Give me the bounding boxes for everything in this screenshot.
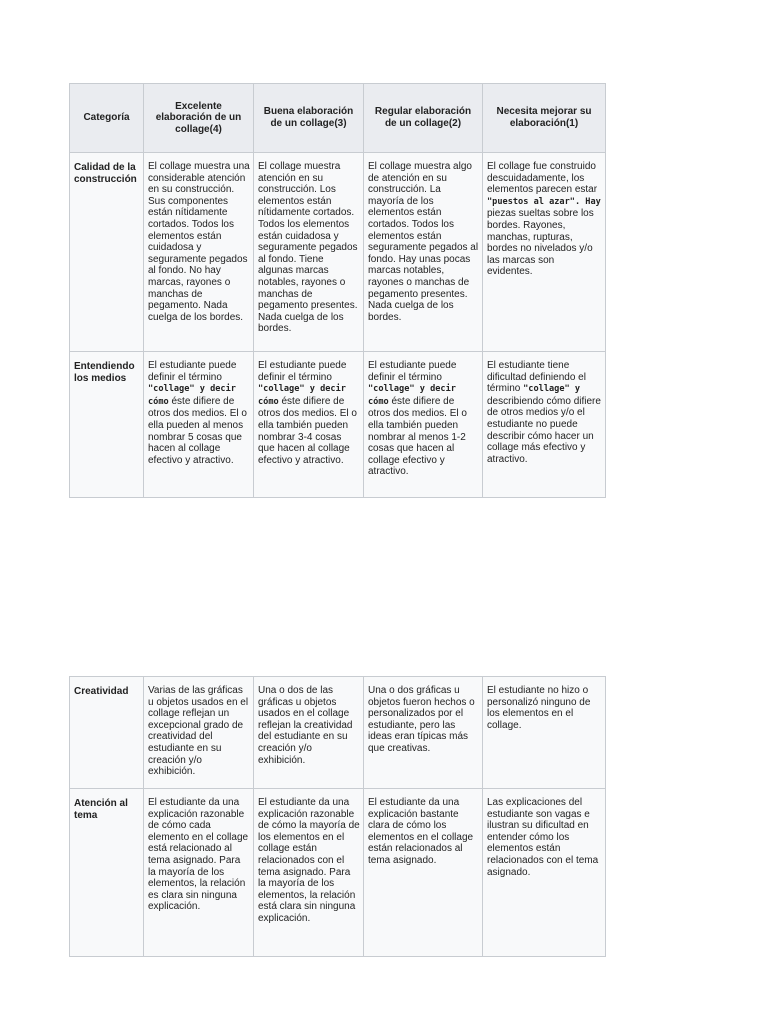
cell-excelente: El estudiante da una explicación razonable de cómo cada elemento en el collage está relacionado al tema asignado. Para la mayoría de los elementos, la relación es clara sin ninguna explicación. [144,789,254,957]
cell-text-mono: "puestos al azar". Hay [487,196,601,207]
cell-regular: El estudiante da una explicación bastante clara de cómo los elementos en el collage están relacionados al tema asignado. [364,789,483,957]
cell-regular: Una o dos gráficas u objetos fueron hechos o personalizados por el estudiante, pero las ideas eran típicas más que creativas. [364,677,483,789]
cell-text: El estudiante puede definir el término [368,360,457,383]
cell-text-mono: "collage" y [523,384,581,395]
table-row [70,352,606,498]
cell-text: éste difiere de otros dos medios. El o ella también pueden nombrar 3-4 cosas que hacen al collage efectivo y atractivo. [258,395,357,466]
cell-necesita: El estudiante no hizo o personalizó ninguno de los elementos en el collage. [483,677,606,789]
cell-regular: El collage muestra algo de atención en su construcción. La mayoría de los elementos están cortados. Todos los elementos están seguramente pegados al fondo. Hay unas pocas marcas notables, rayones o manchas de pegamento presentes. Nada cuelga de los bordes. [364,153,483,352]
cell-text: éste difiere de otros dos medios. El o ella pueden al menos nombrar 5 cosas que hacen al collage efectivo y atractivo. [148,395,247,466]
table-row [70,789,606,957]
cell-regular [364,352,483,498]
cell-buena [254,352,364,498]
header-row [70,84,606,153]
cell-text-mono: "collage" y decir cómo [258,384,346,407]
header-buena: Buena elaboración de un collage(3) [254,84,364,153]
cell-text: El estudiante puede definir el término [258,360,347,383]
header-regular: Regular elaboración de un collage(2) [364,84,483,153]
row-category: Atención al tema [70,789,144,957]
row-category: Entendiendo los medios [70,352,144,498]
cell-text: éste difiere de otros dos medios. El o ella también pueden nombrar al menos 1-2 cosas que hacen al collage efectivo y atractivo. [368,395,467,478]
header-excelente: Excelente elaboración de un collage(4) [144,84,254,153]
cell-buena: Una o dos de las gráficas u objetos usados en el collage reflejan la creatividad del estudiante en su creación y/o exhibición. [254,677,364,789]
cell-text: El collage fue construido descuidadamente, los elementos parecen estar [487,161,598,196]
cell-text: El estudiante tiene dificultad definiendo el término [487,360,586,395]
rubric-table-top [69,83,606,498]
cell-text-mono: "collage" y decir cómo [148,384,236,407]
cell-text-mono: "collage" y decir cómo [368,384,456,407]
row-category: Calidad de la construcción [70,153,144,352]
cell-text: piezas sueltas sobre los bordes. Rayones, manchas, rupturas, bordes no nivelados y/o las marcas son evidentes. [487,208,594,278]
table-row [70,677,606,789]
cell-excelente: El collage muestra una considerable atención en su construcción. Sus componentes están nítidamente cortados. Todos los elementos están cuidadosa y seguramente pegados al fondo. No hay marcas, rayones o manchas de pegamento. Nada cuelga de los bordes. [144,153,254,352]
cell-text: describiendo cómo difiere de otros medios y/o el estudiante no puede describir cómo hacer un collage más efectivo y atractivo. [487,395,601,465]
cell-excelente: Varias de las gráficas u objetos usados en el collage reflejan un excepcional grado de creatividad del estudiante en su creación y/o exhibición. [144,677,254,789]
cell-excelente [144,352,254,498]
cell-buena: El estudiante da una explicación razonable de cómo la mayoría de los elementos en el collage están relacionados con el tema asignado. Para la mayoría de los elementos, la relación está clara sin ninguna explicación. [254,789,364,957]
cell-necesita: Las explicaciones del estudiante son vagas e ilustran su dificultad en entender cómo los elementos están relacionados con el tema asignado. [483,789,606,957]
cell-text: El estudiante puede definir el término [148,360,237,383]
header-necesita: Necesita mejorar su elaboración(1) [483,84,606,153]
header-categoria: Categoría [70,84,144,153]
cell-necesita [483,352,606,498]
cell-buena: El collage muestra atención en su construcción. Los elementos están nítidamente cortados. Todos los elementos están cuidadosa y seguramente pegados al fondo. Tiene algunas marcas notables, rayones o manchas de pegamento presentes. Nada cuelga de los bordes. [254,153,364,352]
table-row [70,153,606,352]
row-category: Creatividad [70,677,144,789]
cell-necesita [483,153,606,352]
rubric-table-bottom [69,676,606,957]
